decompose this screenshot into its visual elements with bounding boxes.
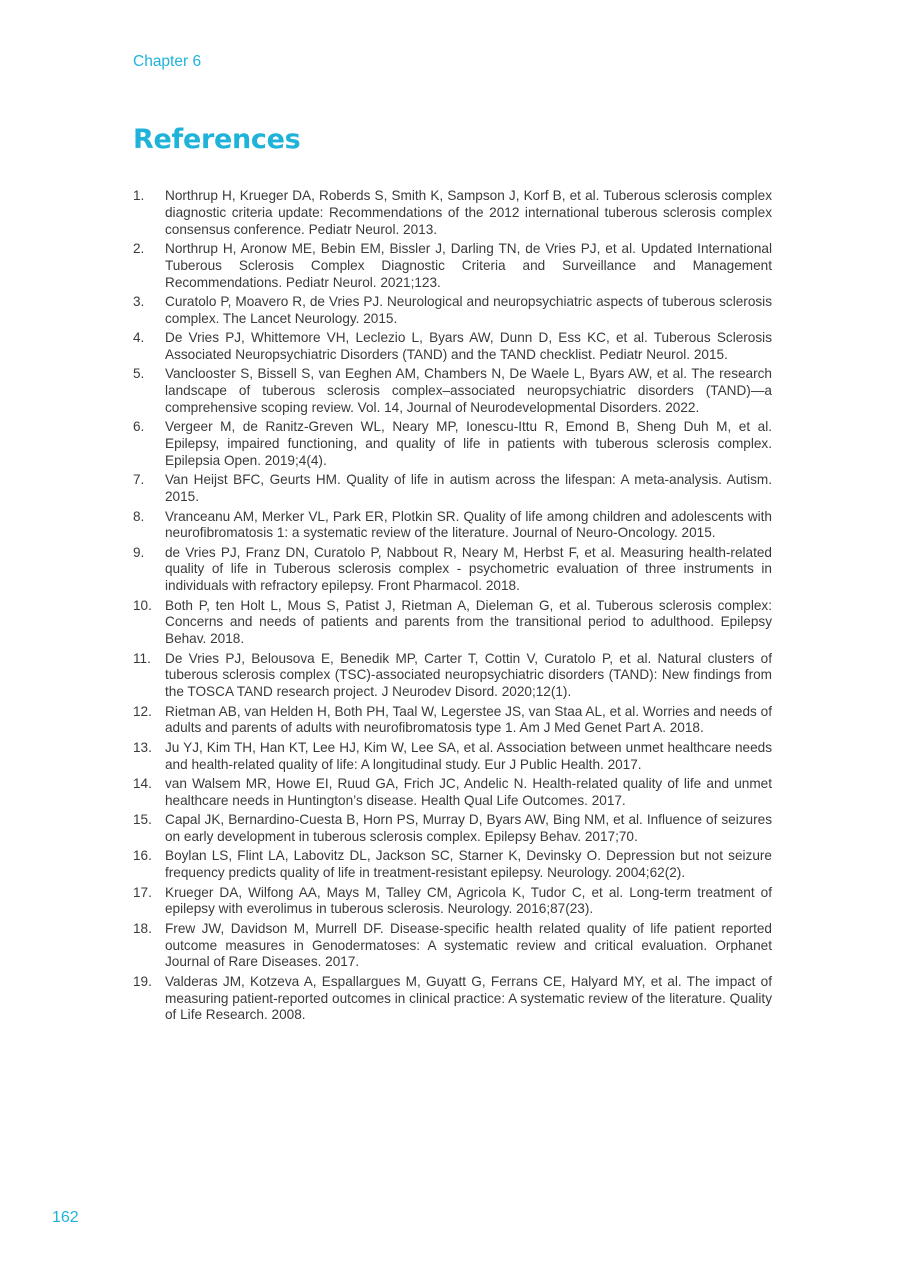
reference-number: 18. <box>133 920 152 936</box>
reference-text: Rietman AB, van Helden H, Both PH, Taal W, Legerstee JS, van Staa AL, et al. Worries and needs of adults and parents of adults with neurofibromatosis type 1. Am J Med Genet Part A. 2018. <box>165 703 772 736</box>
reference-text: Northrup H, Aronow ME, Bebin EM, Bissler J, Darling TN, de Vries PJ, et al. Updated International Tuberous Sclerosis Complex Diagnostic Criteria and Surveillance and Management Recommendations. Pediatr Neurol. 2021;123. <box>165 240 772 290</box>
reference-text: van Walsem MR, Howe EI, Ruud GA, Frich JC, Andelic N. Health-related quality of life and unmet healthcare needs in Huntington’s disease. Health Qual Life Outcomes. 2017. <box>165 776 772 808</box>
reference-text: Vergeer M, de Ranitz-Greven WL, Neary MP, Ionescu-Ittu R, Emond B, Sheng Duh M, et al. Epilepsy, impaired functioning, and quality of life in patients with tuberous sclerosis complex. Epilepsia Open. 2019;4(4). <box>165 419 772 468</box>
reference-number: 7. <box>133 472 145 488</box>
reference-number: 13. <box>133 739 152 755</box>
page-number: 162 <box>52 1209 79 1226</box>
reference-item <box>133 598 772 648</box>
reference-number: 15. <box>133 812 152 828</box>
reference-number: 14. <box>133 776 152 792</box>
reference-item <box>133 419 772 469</box>
reference-item <box>133 366 772 416</box>
reference-text: Ju YJ, Kim TH, Han KT, Lee HJ, Kim W, Lee SA, et al. Association between unmet healthcare needs and health-related quality of life: A longitudinal study. Eur J Public Health. 2017. <box>165 739 772 772</box>
reference-text: Van Heijst BFC, Geurts HM. Quality of life in autism across the lifespan: A meta-analysis. Autism. 2015. <box>165 472 772 505</box>
page-title: References <box>133 124 301 155</box>
reference-number: 19. <box>133 973 152 989</box>
reference-item <box>133 921 772 971</box>
reference-number: 9. <box>133 544 145 560</box>
reference-item <box>133 188 772 238</box>
reference-list <box>133 188 772 1027</box>
reference-text: Valderas JM, Kotzeva A, Espallargues M, Guyatt G, Ferrans CE, Halyard MY, et al. The impact of measuring patient-reported outcomes in clinical practice: A systematic review of the literature. Quality of Life Research. 2008. <box>165 973 772 1023</box>
reference-number: 5. <box>133 366 145 382</box>
reference-text: Vranceanu AM, Merker VL, Park ER, Plotkin SR. Quality of life among children and adolescents with neurofibromatosis 1: a systematic review of the literature. Journal of Neuro-Oncology. 2015. <box>165 508 772 541</box>
reference-item <box>133 651 772 701</box>
reference-text: De Vries PJ, Belousova E, Benedik MP, Carter T, Cottin V, Curatolo P, et al. Natural clusters of tuberous sclerosis complex (TSC)-associated neuropsychiatric disorders (TAND): New findings from the TOSCA TAND research project. J Neurodev Disord. 2020;12(1). <box>165 650 772 700</box>
reference-number: 3. <box>133 293 145 309</box>
reference-item <box>133 848 772 882</box>
reference-item <box>133 776 772 810</box>
reference-text: Vanclooster S, Bissell S, van Eeghen AM, Chambers N, De Waele L, Byars AW, et al. The research landscape of tuberous sclerosis complex–associated neuropsychiatric disorders (TAND)—a comprehensive scoping review. Vol. 14, Journal of Neurodevelopmental Disorders. 2022. <box>165 366 772 415</box>
reference-text: Krueger DA, Wilfong AA, Mays M, Talley CM, Agricola K, Tudor C, et al. Long-term treatment of epilepsy with everolimus in tuberous sclerosis. Neurology. 2016;87(23). <box>165 884 772 917</box>
reference-item <box>133 545 772 595</box>
reference-text: Both P, ten Holt L, Mous S, Patist J, Rietman A, Dieleman G, et al. Tuberous sclerosis complex: Concerns and needs of patients and parents from the transitional period to adulthood. Epilepsy Behav. 2018. <box>165 597 772 647</box>
reference-item <box>133 812 772 846</box>
reference-item <box>133 509 772 543</box>
reference-number: 8. <box>133 508 145 524</box>
reference-item <box>133 740 772 774</box>
reference-number: 6. <box>133 419 145 435</box>
reference-text: Boylan LS, Flint LA, Labovitz DL, Jackson SC, Starner K, Devinsky O. Depression but not seizure frequency predicts quality of life in treatment-resistant epilepsy. Neurology. 2004;62(2). <box>165 848 772 881</box>
reference-number: 16. <box>133 848 152 864</box>
reference-text: Frew JW, Davidson M, Murrell DF. Disease-specific health related quality of life patient reported outcome measures in Genodermatoses: A systematic review and critical evaluation. Orphanet Journal of Rare Diseases. 2017. <box>165 920 772 970</box>
reference-number: 2. <box>133 240 145 256</box>
reference-text: de Vries PJ, Franz DN, Curatolo P, Nabbout R, Neary M, Herbst F, et al. Measuring health-related quality of life in Tuberous sclerosis complex - psychometric evaluation of three instruments in individuals with refractory epilepsy. Front Pharmacol. 2018. <box>165 544 772 594</box>
reference-item <box>133 330 772 364</box>
reference-item <box>133 885 772 919</box>
reference-text: Curatolo P, Moavero R, de Vries PJ. Neurological and neuropsychiatric aspects of tuberous sclerosis complex. The Lancet Neurology. 2015. <box>165 293 772 326</box>
reference-number: 1. <box>133 188 145 203</box>
reference-number: 12. <box>133 703 152 719</box>
reference-number: 4. <box>133 330 145 346</box>
reference-text: Northrup H, Krueger DA, Roberds S, Smith K, Sampson J, Korf B, et al. Tuberous sclerosis complex diagnostic criteria update: Recommendations of the 2012 international tuberous sclerosis complex consensus conference. Pediatr Neurol. 2013. <box>165 188 772 237</box>
reference-number: 17. <box>133 884 152 900</box>
reference-number: 10. <box>133 597 152 613</box>
reference-item <box>133 704 772 738</box>
reference-item <box>133 472 772 506</box>
reference-item <box>133 241 772 291</box>
reference-text: Capal JK, Bernardino-Cuesta B, Horn PS, Murray D, Byars AW, Bing NM, et al. Influence of seizures on early development in tuberous sclerosis complex. Epilepsy Behav. 2017;70. <box>165 812 772 844</box>
reference-item <box>133 974 772 1024</box>
chapter-label: Chapter 6 <box>133 53 202 70</box>
reference-number: 11. <box>133 650 151 666</box>
reference-text: De Vries PJ, Whittemore VH, Leclezio L, Byars AW, Dunn D, Ess KC, et al. Tuberous Sclerosis Associated Neuropsychiatric Disorders (TAND) and the TAND checklist. Pediatr Neurol. 2015. <box>165 330 772 362</box>
reference-item <box>133 294 772 328</box>
